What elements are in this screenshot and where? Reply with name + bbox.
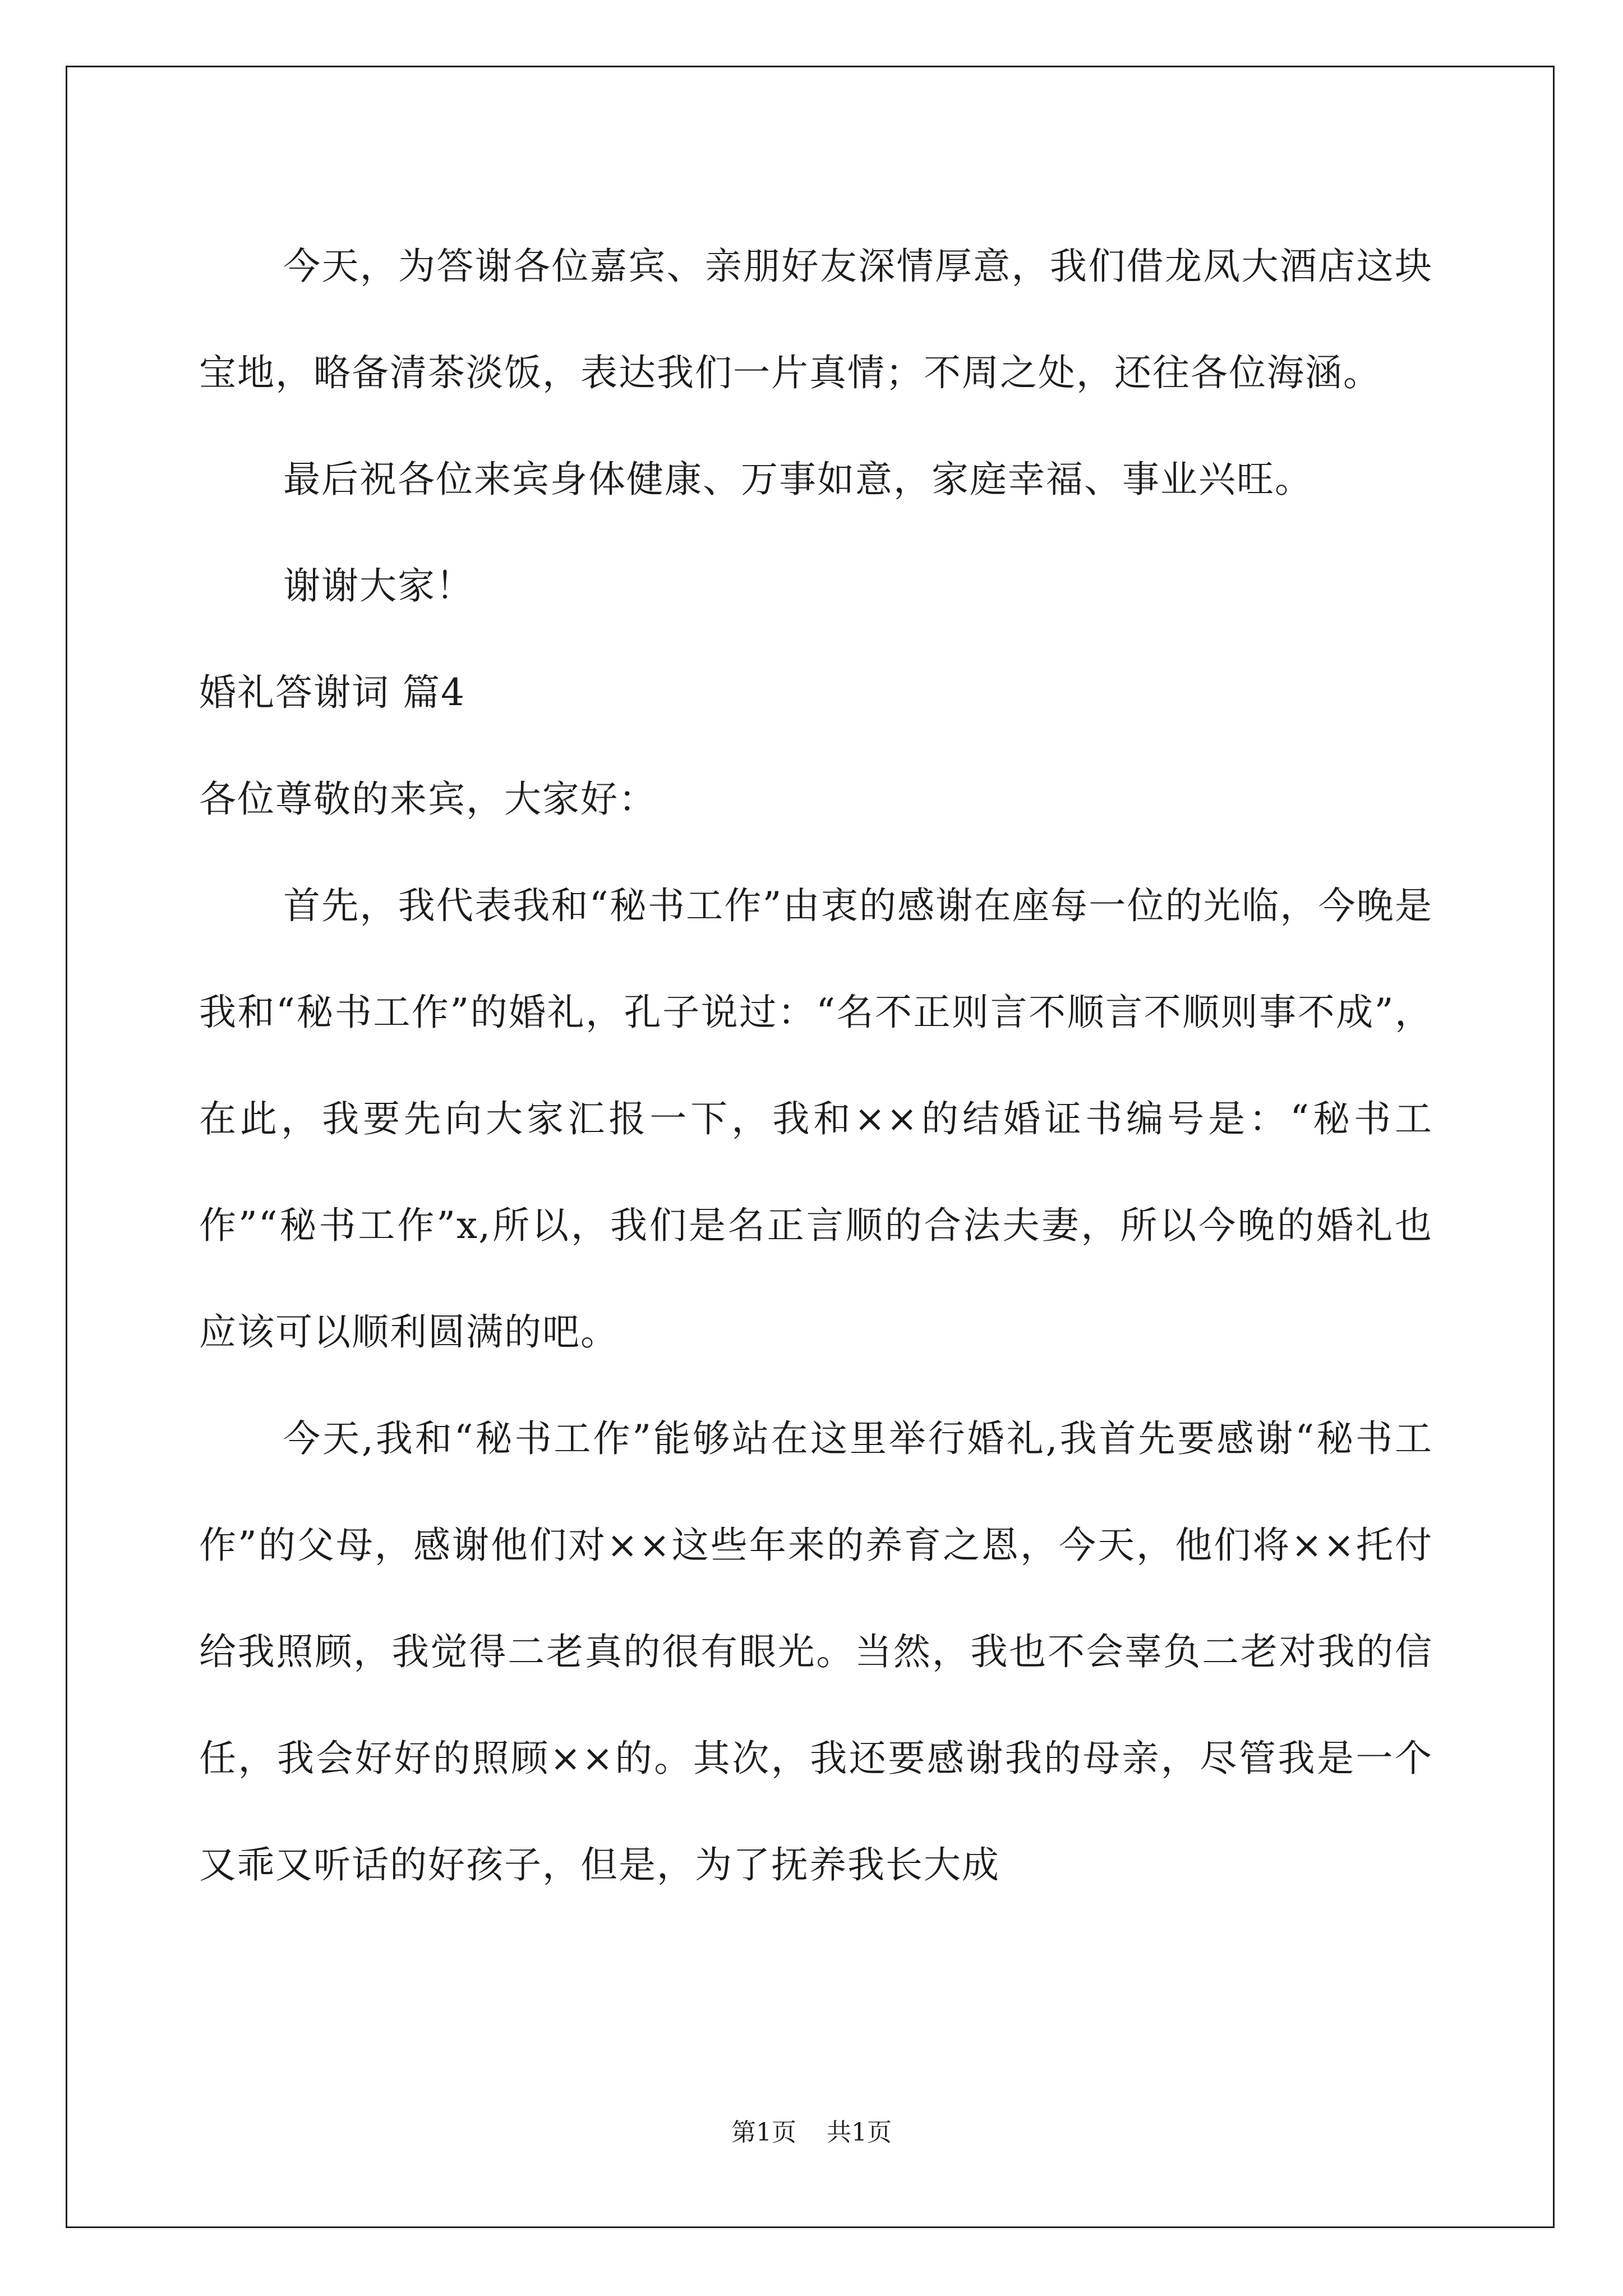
greeting-line: 各位尊敬的来宾，大家好： [199, 777, 657, 821]
document-body [199, 213, 1433, 1918]
page-number: 第1页 [731, 2118, 796, 2147]
page-footer [0, 2112, 1623, 2148]
paragraph-thanks: 今天，为答谢各位嘉宾、亲朋好友深情厚意，我们借龙凤大酒店这块宝地，略备清茶淡饭，表达我们一片真情；不周之处，还往各位海涵。 [199, 245, 1433, 394]
paragraph-blessing: 最后祝各位来宾身体健康、万事如意，家庭幸福、事业兴旺。 [283, 458, 1313, 501]
paragraph-intro: 首先，我代表我和“秘书工作”由衷的感谢在座每一位的光临，今晚是我和“秘书工作”的婚礼，孔子说过：“名不正则言不顺言不顺则事不成”，在此，我要先向大家汇报一下，我和××的结婚证书编号是：“秘书工作”“秘书工作”x,所以，我们是名正言顺的合法夫妻，所以今晚的婚礼也应该可以顺利圆满的吧。 [199, 884, 1433, 1354]
paragraph-closing: 谢谢大家！ [283, 564, 474, 608]
page-total: 共1页 [827, 2118, 892, 2147]
section-heading: 婚礼答谢词 篇4 [199, 671, 465, 714]
paragraph-gratitude: 今天,我和“秘书工作”能够站在这里举行婚礼,我首先要感谢“秘书工作”的父母，感谢他们对××这些年来的养育之恩，今天，他们将××托付给我照顾，我觉得二老真的很有眼光。当然，我也不会辜负二老对我的信任，我会好好的照顾××的。其次，我还要感谢我的母亲，尽管我是一个又乖又听话的好孩子，但是，为了抚养我长大成 [199, 1417, 1433, 1887]
